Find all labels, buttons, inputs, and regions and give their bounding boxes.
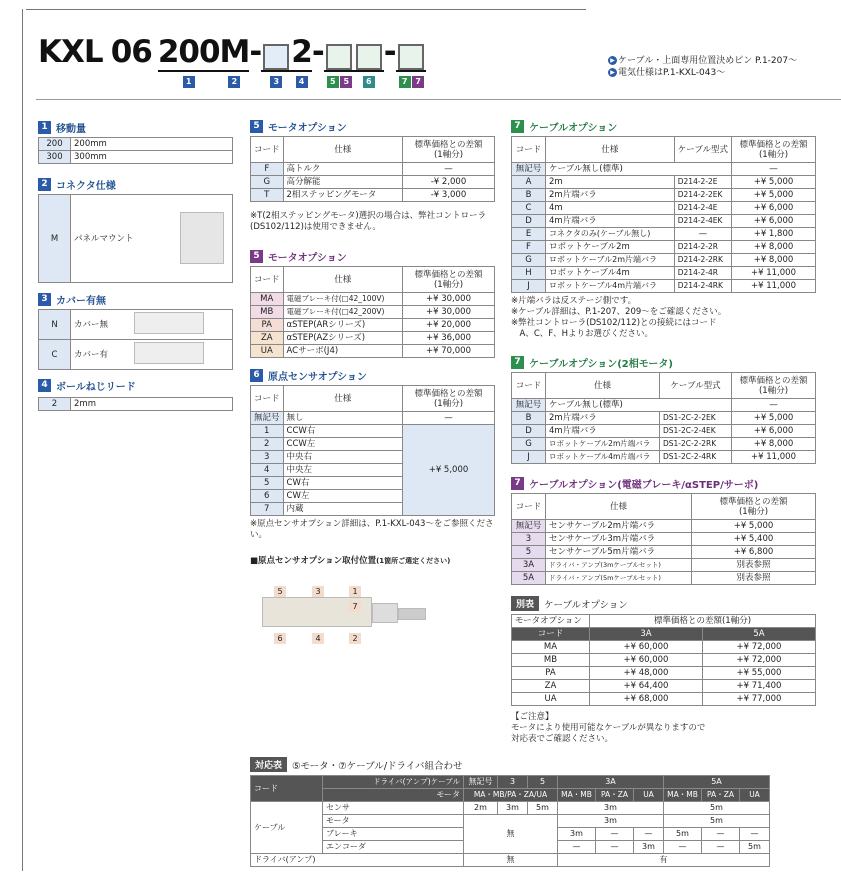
sec3-heading: 3 カバー有無 bbox=[38, 292, 106, 307]
table-row: 5 CW右 bbox=[251, 477, 495, 490]
table-row: PA αSTEP(ARシリーズ) +¥ 20,000 bbox=[251, 319, 495, 332]
pn-connector: M 2 bbox=[219, 34, 250, 86]
top-rule bbox=[26, 9, 586, 10]
table-row: J ロボットケーブル4m片端バラ D214-2-4RK +¥ 11,000 bbox=[512, 280, 816, 293]
sec4-heading: 4 ボールねじリード bbox=[38, 378, 136, 393]
table-row: C 4m D214-2-4E +¥ 6,000 bbox=[512, 202, 816, 215]
table-row: UA ACサーボ(J4) +¥ 70,000 bbox=[251, 345, 495, 358]
table-row: N カバー無 bbox=[39, 310, 233, 340]
sec5a-note: ※T(2相ステッピングモータ)選択の場合は、弊社コントローラ(DS102/112)は使用できません。 bbox=[250, 211, 487, 232]
table-row: T 2相ステッピングモータ -¥ 3,000 bbox=[251, 189, 495, 202]
sec7c-heading: 7 ケーブルオプション(電磁ブレーキ/αSTEP/サーボ) bbox=[511, 476, 758, 491]
table-row: ケーブル センサ 2m 3m 5m 3m 5m bbox=[251, 802, 770, 815]
table-row: MA 電磁ブレーキ付(□42_100V) +¥ 30,000 bbox=[251, 293, 495, 306]
sec6-table bbox=[250, 385, 495, 516]
mount-label: 4 bbox=[312, 633, 324, 644]
table-row: 300 300mm bbox=[39, 151, 233, 164]
sec4-table bbox=[38, 397, 233, 411]
pn-motor: 5 5 bbox=[324, 34, 354, 70]
arrow-icon: ▶ bbox=[608, 56, 617, 65]
table-row: 1 CCW右 +¥ 5,000 bbox=[251, 425, 495, 438]
table-row: D 4m片端バラ DS1-2C-2-4EK +¥ 6,000 bbox=[512, 425, 816, 438]
taiou-table bbox=[250, 775, 770, 867]
table-row: J ロボットケーブル4m片端バラ DS1-2C-2-4RK +¥ 11,000 bbox=[512, 451, 816, 464]
no-cover-image bbox=[134, 312, 204, 334]
table-row: M パネルマウント bbox=[39, 195, 233, 283]
pn-cable: 7 7 bbox=[396, 34, 426, 70]
table-row: PA +¥ 48,000 +¥ 55,000 bbox=[512, 667, 816, 680]
sec7b-heading: 7 ケーブルオプション(2相モータ) bbox=[511, 355, 673, 370]
sec6-mount-title: ■原点センサオプション取付位置(1箇所ご選定ください) bbox=[250, 556, 451, 566]
mount-label: 5 bbox=[274, 586, 286, 597]
table-row: 無記号 ケーブル無し(標準) — bbox=[512, 399, 816, 412]
top-notes bbox=[608, 55, 797, 79]
pn-dash-3: - bbox=[383, 34, 396, 70]
table-row: B 2m片端バラ DS1-2C-2-2EK +¥ 5,000 bbox=[512, 412, 816, 425]
sec6-note: ※原点センサオプション詳細は、P.1-KXL-043〜をご参照ください。 bbox=[250, 519, 494, 540]
sec7c-table bbox=[511, 493, 816, 585]
table-row: UA +¥ 68,000 +¥ 77,000 bbox=[512, 693, 816, 706]
link-electrical-page[interactable]: ▶ 電気仕様はP.1-KXL-043〜 bbox=[608, 67, 797, 79]
pn-cover: 3 bbox=[261, 34, 291, 70]
table-row: D 4m片端バラ D214-2-4EK +¥ 6,000 bbox=[512, 215, 816, 228]
table-row: G ロボットケーブル2m片端バラ DS1-2C-2-2RK +¥ 8,000 bbox=[512, 438, 816, 451]
left-rule bbox=[22, 9, 23, 871]
table-row: 3 中央右 bbox=[251, 451, 495, 464]
link-cable-page[interactable]: ▶ ケーブル・上面専用位置決めピン P.1-207〜 bbox=[608, 55, 797, 67]
sec5a-table bbox=[250, 136, 495, 202]
sec7a-notes: ※片端バラは反ステージ側です。 ※ケーブル詳細は、P.1-207、209〜をご確認ください。 ※弊社コントローラ(DS102/112)との接続にはコード A、C、F、Hよりお選びください。 bbox=[511, 296, 727, 339]
table-row: F 高トルク — bbox=[251, 163, 495, 176]
table-header: コード ドライバ(アンプ)ケーブル 無記号 3 5 3A 5A bbox=[251, 776, 770, 789]
sec5a-heading: 5 モータオプション bbox=[250, 119, 347, 134]
connector-image bbox=[180, 212, 224, 264]
table-row: 無記号 ケーブル無し(標準) — bbox=[512, 163, 816, 176]
part-number bbox=[38, 30, 426, 86]
table-row: F ロボットケーブル2m D214-2-2R +¥ 8,000 bbox=[512, 241, 816, 254]
table-row: A 2m D214-2-2E +¥ 5,000 bbox=[512, 176, 816, 189]
table-header: モータ MA・MB/PA・ZA/UA MA・MB PA・ZA UA MA・MB PA・ZA UA bbox=[251, 789, 770, 802]
table-row: 6 CW左 bbox=[251, 490, 495, 503]
sec7b-table bbox=[511, 372, 816, 464]
arrow-icon: ▶ bbox=[608, 68, 617, 77]
mount-label: 7 bbox=[349, 601, 361, 612]
sec5b-heading: 5 モータオプション bbox=[250, 249, 347, 264]
table-row: ブレーキ 3m — — 5m — — bbox=[251, 828, 770, 841]
table-header: コード 3A 5A bbox=[512, 628, 816, 641]
table-row: 200 200mm bbox=[39, 138, 233, 151]
table-row: 3A ドライバ・アンプ(3mケーブルセット) 別表参照 bbox=[512, 559, 816, 572]
table-row: 無記号 無し — bbox=[251, 412, 495, 425]
sec2-heading: 2 コネクタ仕様 bbox=[38, 177, 116, 192]
mount-label: 1 bbox=[349, 586, 361, 597]
table-row: 5A ドライバ・アンプ(5mケーブルセット) 別表参照 bbox=[512, 572, 816, 585]
sec1-table bbox=[38, 137, 233, 164]
betsu-table bbox=[511, 614, 816, 706]
pn-series: KXL bbox=[38, 34, 103, 70]
table-row: MB +¥ 60,000 +¥ 72,000 bbox=[512, 654, 816, 667]
table-header: モータオプション 標準価格との差額(1軸分) bbox=[512, 615, 816, 628]
table-header: コード 仕様 標準価格との差額 (1軸分) bbox=[251, 137, 495, 163]
table-header: コード 仕様 ケーブル型式 標準価格との差額 (1軸分) bbox=[512, 137, 816, 163]
table-header: コード 仕様 標準価格との差額 (1軸分) bbox=[251, 386, 495, 412]
pn-sensor: 6 bbox=[354, 34, 384, 70]
table-row: 2 2mm bbox=[39, 398, 233, 411]
table-row: MA +¥ 60,000 +¥ 72,000 bbox=[512, 641, 816, 654]
sec6-heading: 6 原点センサオプション bbox=[250, 368, 367, 383]
table-row: 4 中央左 bbox=[251, 464, 495, 477]
betsu-heading: 別表 ケーブルオプション bbox=[511, 596, 628, 611]
sec7a-table bbox=[511, 136, 816, 293]
motor-body bbox=[372, 603, 398, 623]
betsu-caution: 【ご注意】 モータにより使用可能なケーブルが異なりますので 対応表でご確認ください。 bbox=[511, 712, 706, 744]
table-row: 3 センサケーブル3m片端バラ +¥ 5,400 bbox=[512, 533, 816, 546]
table-row: G 高分解能 -¥ 2,000 bbox=[251, 176, 495, 189]
sec1-heading: 1 移動量 bbox=[38, 120, 86, 135]
taiou-heading: 対応表 ⑤モータ・⑦ケーブル/ドライバ組合わせ bbox=[250, 757, 463, 772]
pn-size: 06 bbox=[110, 34, 152, 70]
table-row: H ロボットケーブル4m D214-2-4R +¥ 11,000 bbox=[512, 267, 816, 280]
table-row: エンコーダ — — 3m — — 5m bbox=[251, 841, 770, 854]
mount-label: 2 bbox=[349, 633, 361, 644]
table-row: B 2m片端バラ D214-2-2EK +¥ 5,000 bbox=[512, 189, 816, 202]
table-header: コード 仕様 ケーブル型式 標準価格との差額 (1軸分) bbox=[512, 373, 816, 399]
pn-dash-2: - bbox=[311, 34, 324, 70]
table-row: E コネクタのみ(ケーブル無し) — +¥ 1,800 bbox=[512, 228, 816, 241]
table-row: 5 センサケーブル5m片端バラ +¥ 6,800 bbox=[512, 546, 816, 559]
table-header: コード 仕様 標準価格との差額 (1軸分) bbox=[512, 494, 816, 520]
table-header: コード 仕様 標準価格との差額 (1軸分) bbox=[251, 267, 495, 293]
sec5b-table bbox=[250, 266, 495, 358]
table-row: ZA αSTEP(AZシリーズ) +¥ 36,000 bbox=[251, 332, 495, 345]
table-row: MB 電磁ブレーキ付(□42_200V) +¥ 30,000 bbox=[251, 306, 495, 319]
table-row: ドライバ(アンプ) 無 有 bbox=[251, 854, 770, 867]
pn-dash-1: - bbox=[249, 34, 262, 70]
table-row: G ロボットケーブル2m片端バラ D214-2-2RK +¥ 8,000 bbox=[512, 254, 816, 267]
table-row: 2 CCW左 bbox=[251, 438, 495, 451]
table-row: 無記号 センサケーブル2m片端バラ +¥ 5,000 bbox=[512, 520, 816, 533]
table-row: 7 内蔵 bbox=[251, 503, 495, 516]
mount-label: 6 bbox=[274, 633, 286, 644]
table-row: C カバー有 bbox=[39, 340, 233, 370]
mount-label: 3 bbox=[312, 586, 324, 597]
pn-lead: 2 4 bbox=[291, 34, 312, 86]
cover-image bbox=[134, 342, 204, 364]
table-row: ZA +¥ 64,400 +¥ 71,400 bbox=[512, 680, 816, 693]
motor-end bbox=[398, 608, 426, 620]
table-row: モータ 無 3m 5m bbox=[251, 815, 770, 828]
header-rule bbox=[36, 99, 841, 100]
sec7a-heading: 7 ケーブルオプション bbox=[511, 119, 617, 134]
pn-travel: 200 1 bbox=[157, 34, 220, 86]
